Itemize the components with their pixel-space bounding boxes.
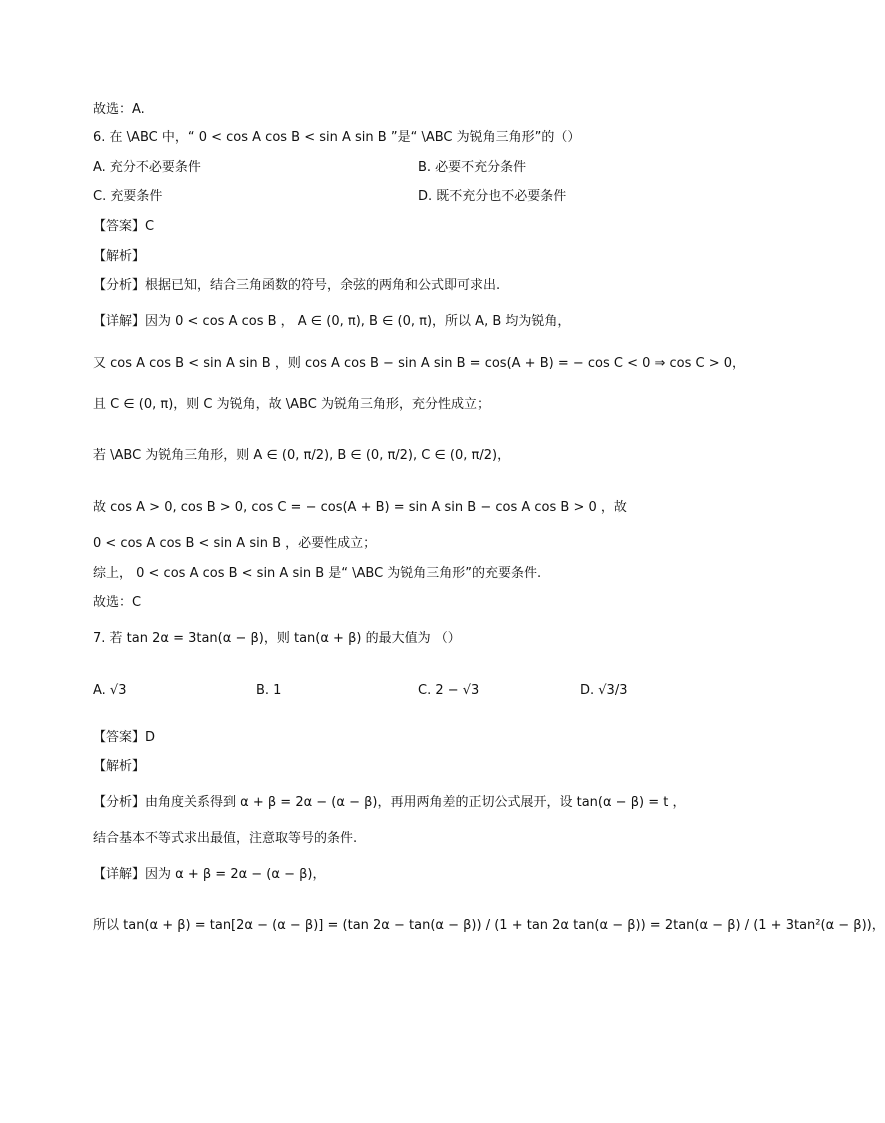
detail-line: 0 < cos A cos B < sin A sin B ，必要性成立； bbox=[93, 536, 377, 551]
answer-label: 【答案】C bbox=[93, 219, 155, 234]
q7-option-b: B. 1 bbox=[256, 683, 282, 698]
summary-line: 综上， 0 < cos A cos B < sin A sin B 是“ \ABC 为锐角三角形”的充要条件. bbox=[93, 566, 542, 581]
choice-line: 故选：C bbox=[93, 595, 142, 610]
answer-label: 【答案】D bbox=[93, 730, 156, 745]
analysis-text: 结合基本不等式求出最值，注意取等号的条件. bbox=[93, 831, 358, 846]
q7-option-d: D. √3/3 bbox=[580, 683, 628, 698]
detail-line: 故 cos A > 0, cos B > 0, cos C = − cos(A + B) = sin A sin B − cos A cos B > 0 ，故 bbox=[93, 500, 627, 515]
analysis-label: 【解析】 bbox=[93, 249, 146, 264]
analysis-text: 【分析】根据已知，结合三角函数的符号，余弦的两角和公式即可求出. bbox=[93, 278, 501, 293]
q6-option-c: C. 充要条件 bbox=[93, 189, 163, 204]
q6-option-b: B. 必要不充分条件 bbox=[418, 160, 527, 175]
line-1: 故选：A. bbox=[93, 102, 145, 117]
detail-line: 又 cos A cos B < sin A sin B ，则 cos A cos B − sin A sin B = cos(A + B) = − cos C < 0 ⇒ cos C > 0， bbox=[93, 356, 746, 371]
question-7-stem: 7. 若 tan 2α = 3tan(α − β)，则 tan(α + β) 的最大值为 （） bbox=[93, 631, 461, 646]
q6-option-d: D. 既不充分也不必要条件 bbox=[418, 189, 567, 204]
analysis-label: 【解析】 bbox=[93, 759, 146, 774]
q7-option-a: A. √3 bbox=[93, 683, 127, 698]
question-6 bbox=[93, 129, 580, 147]
detail-line: 若 \ABC 为锐角三角形，则 A ∈ (0, π/2), B ∈ (0, π/2), C ∈ (0, π/2)， bbox=[93, 448, 511, 463]
detail-line: 所以 tan(α + β) = tan[2α − (α − β)] = (tan 2α − tan(α − β)) / (1 + tan 2α tan(α − β)) = 2tan(α − β) / (1 + 3tan²(α − β))， bbox=[93, 918, 885, 933]
text-line bbox=[93, 101, 145, 119]
q6-option-a: A. 充分不必要条件 bbox=[93, 160, 201, 175]
detail-line: 【详解】因为 α + β = 2α − (α − β)， bbox=[93, 867, 326, 882]
question-6-stem: 6. 在 \ABC 中，“ 0 < cos A cos B < sin A sin B ”是“ \ABC 为锐角三角形”的（） bbox=[93, 130, 581, 145]
detail-line: 且 C ∈ (0, π)，则 C 为锐角，故 \ABC 为锐角三角形，充分性成立； bbox=[93, 397, 490, 412]
detail-line: 【详解】因为 0 < cos A cos B ， A ∈ (0, π), B ∈ (0, π)，所以 A, B 均为锐角， bbox=[93, 314, 571, 329]
q7-option-c: C. 2 − √3 bbox=[418, 683, 480, 698]
analysis-text: 【分析】由角度关系得到 α + β = 2α − (α − β)，再用两角差的正切公式展开，设 tan(α − β) = t ， bbox=[93, 795, 686, 810]
